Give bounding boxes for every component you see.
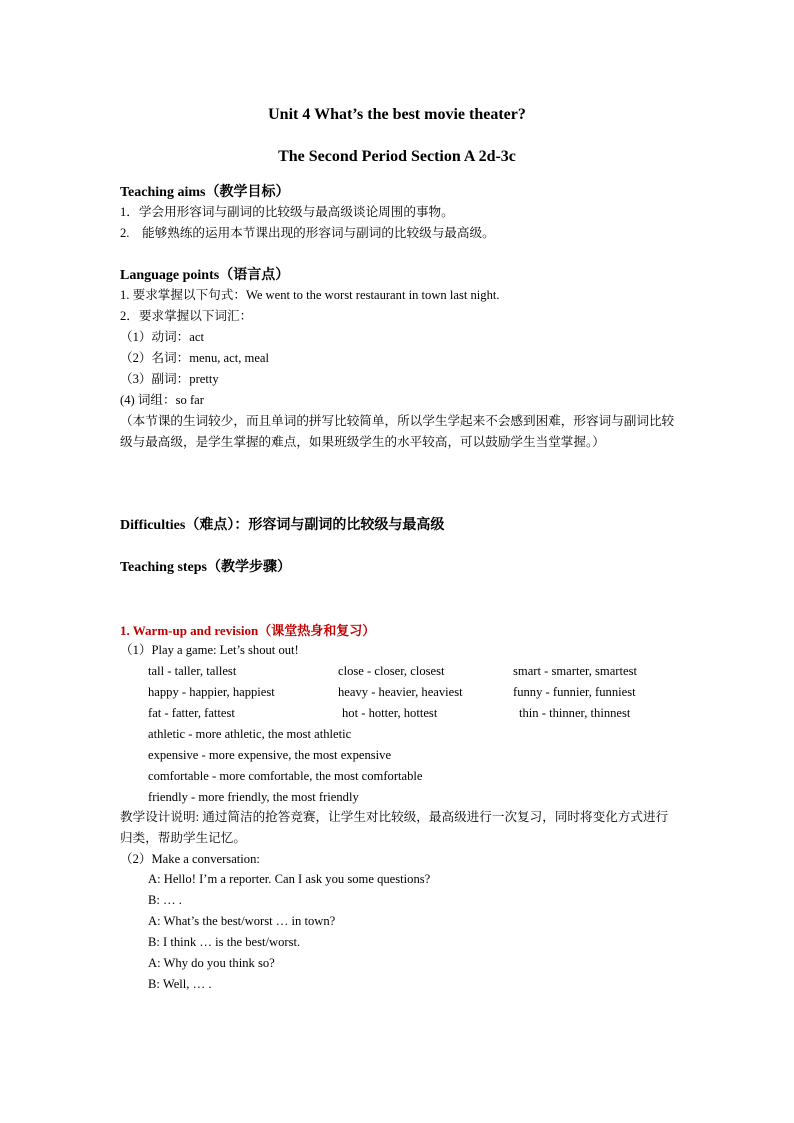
language-note: （本节课的生词较少，而且单词的拼写比较简单，所以学生学起来不会感到困难，形容词与副词比较级与最高级，是学生掌握的难点，如果班级学生的水平较高，可以鼓励学生当堂掌握。） (120, 414, 675, 449)
design-note: 教学设计说明: 通过简洁的抢答竞赛，让学生对比较级，最高级进行一次复习，同时将变化方式进行归类，帮助学生记忆。 (120, 810, 669, 845)
warmup-heading: 1. Warm-up and revision（课堂热身和复习） (120, 623, 376, 638)
conversation-line: A: Hello! I’m a reporter. Can I ask you some questions? (148, 872, 431, 886)
grid-cell: close - closer, closest (338, 664, 445, 678)
language-line: （3）副词：pretty (120, 372, 219, 386)
grid-cell: tall - taller, tallest (148, 664, 237, 678)
steps-heading: Teaching steps（教学步骤） (120, 560, 292, 575)
aims-item: 1．学会用形容词与副词的比较级与最高级谈论周围的事物。 (120, 205, 454, 219)
grid-cell: heavy - heavier, heaviest (338, 685, 463, 699)
document-title: Unit 4 What’s the best movie theater? (268, 106, 526, 123)
grid-cell: thin - thinner, thinnest (519, 706, 631, 720)
grid-cell: funny - funnier, funniest (513, 685, 636, 699)
language-line: 1. 要求掌握以下句式：We went to the worst restaurant in town last night. (120, 288, 500, 302)
conversation-line: A: Why do you think so? (148, 956, 275, 970)
long-word: friendly - more friendly, the most friendly (148, 790, 359, 804)
document-subtitle: The Second Period Section A 2d-3c (278, 148, 516, 165)
conversation-line: B: I think … is the best/worst. (148, 935, 301, 949)
grid-cell: hot - hotter, hottest (342, 706, 438, 720)
conversation-line: B: Well, … . (148, 977, 212, 991)
grid-cell: happy - happier, happiest (148, 685, 275, 699)
long-word: comfortable - more comfortable, the most comfortable (148, 769, 423, 783)
aims-heading: Teaching aims（教学目标） (120, 185, 290, 200)
long-word: expensive - more expensive, the most expensive (148, 748, 392, 762)
language-line: (4) 词组：so far (120, 393, 204, 407)
language-line: （2）名词：menu, act, meal (120, 351, 269, 365)
grid-cell: fat - fatter, fattest (148, 706, 235, 720)
aims-item: 2. 能够熟练的运用本节课出现的形容词与副词的比较级与最高级。 (120, 226, 495, 240)
language-line: 2．要求掌握以下词汇： (120, 309, 253, 323)
game-label: （1）Play a game: Let’s shout out! (120, 643, 299, 657)
grid-cell: smart - smarter, smartest (513, 664, 637, 678)
conversation-line: B: … . (148, 893, 182, 907)
language-line: （1）动词：act (120, 330, 204, 344)
conversation-line: A: What’s the best/worst … in town? (148, 914, 336, 928)
conversation-label: （2）Make a conversation: (120, 852, 260, 866)
difficulties: Difficulties（难点）：形容词与副词的比较级与最高级 (120, 518, 445, 533)
language-heading: Language points（语言点） (120, 268, 290, 283)
long-word: athletic - more athletic, the most athletic (148, 727, 352, 741)
